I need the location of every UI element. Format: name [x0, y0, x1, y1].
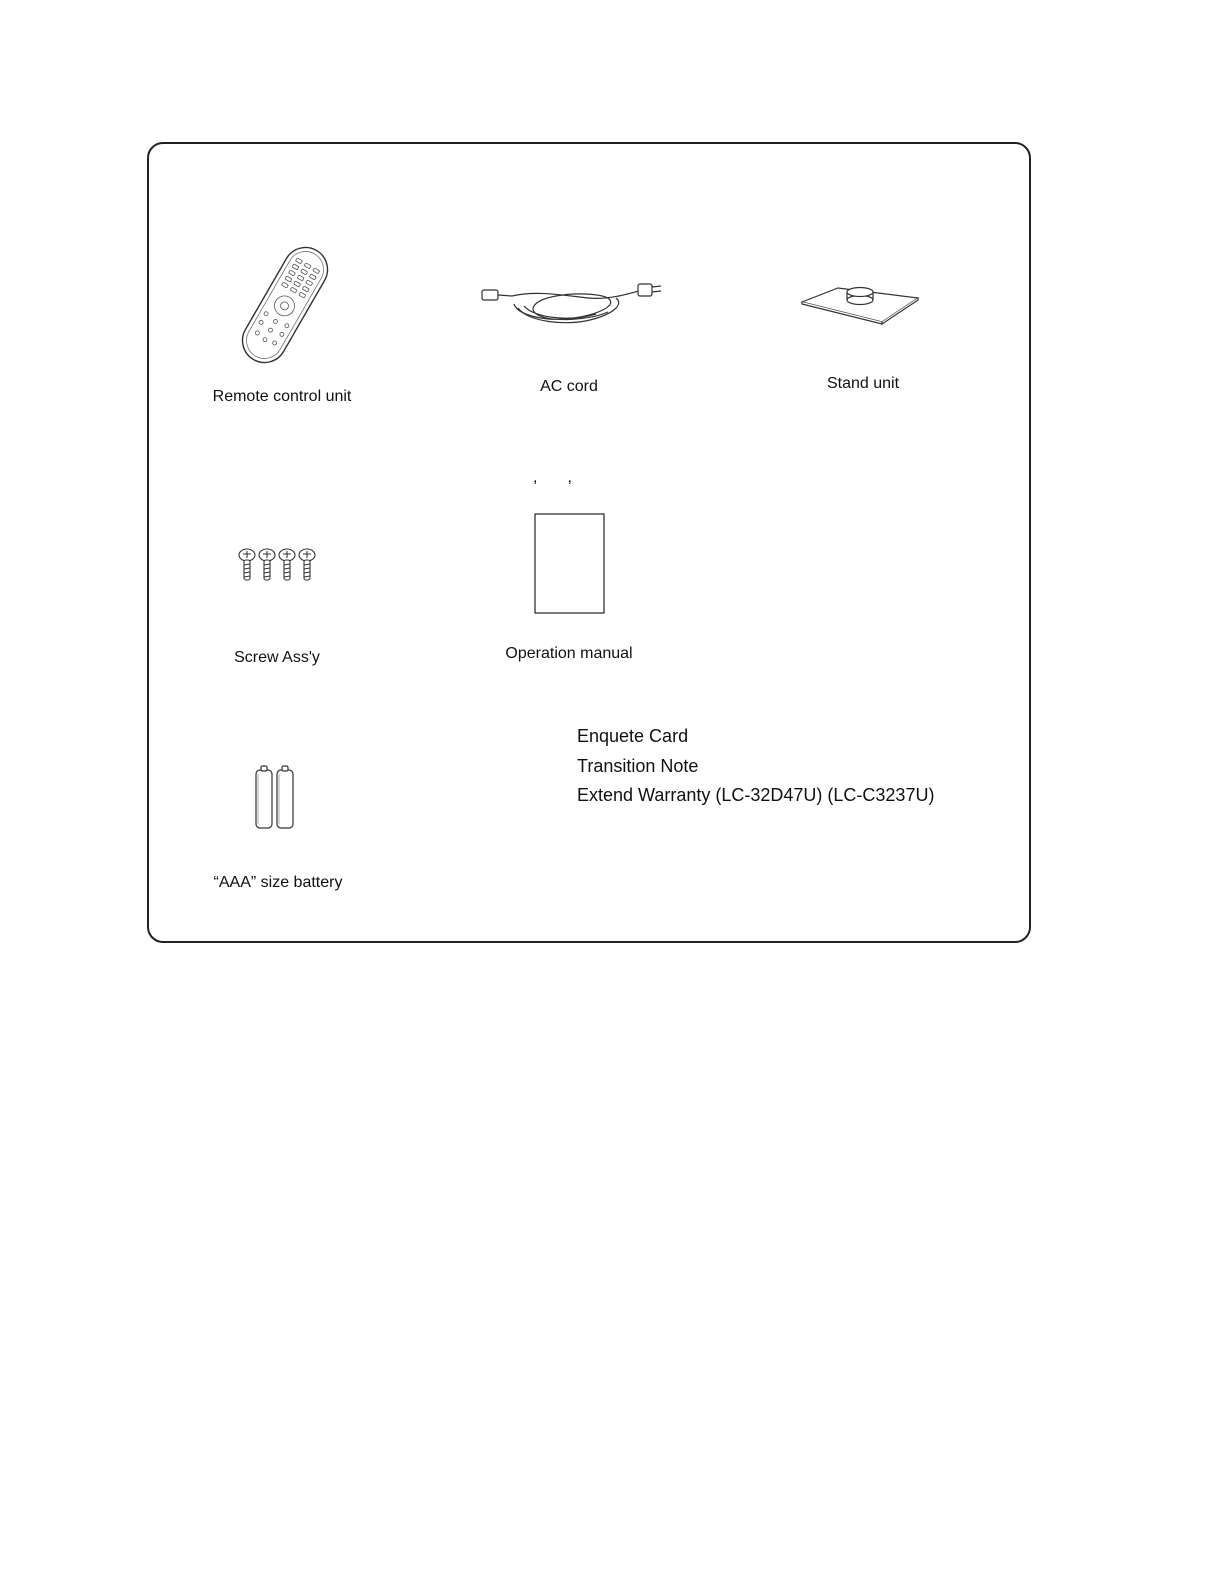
battery-icon [253, 764, 297, 832]
screw-label: Screw Ass'y [234, 649, 320, 666]
manual-comma: , [567, 469, 572, 486]
battery-label: “AAA” size battery [213, 874, 343, 891]
ac-cord-icon [478, 276, 666, 330]
extras-item-enquete-card: Enquete Card [577, 726, 689, 746]
ac-cord-label: AC cord [540, 378, 598, 395]
stand-unit-icon [798, 278, 922, 326]
extras-list [577, 722, 934, 811]
remote-control-icon [225, 240, 345, 370]
screw-icon [237, 548, 319, 582]
manual-label: Operation manual [505, 645, 633, 662]
manual-commas [533, 468, 572, 488]
manual-comma: , [533, 469, 538, 486]
extras-item-transition-note: Transition Note [577, 755, 699, 776]
stand-unit-label: Stand unit [826, 375, 900, 392]
manual-icon [534, 513, 606, 615]
remote-control-label: Remote control unit [212, 388, 352, 405]
extras-item-extend-warranty: Extend Warranty (LC-32D47U) (LC-C3237U) [577, 785, 935, 805]
